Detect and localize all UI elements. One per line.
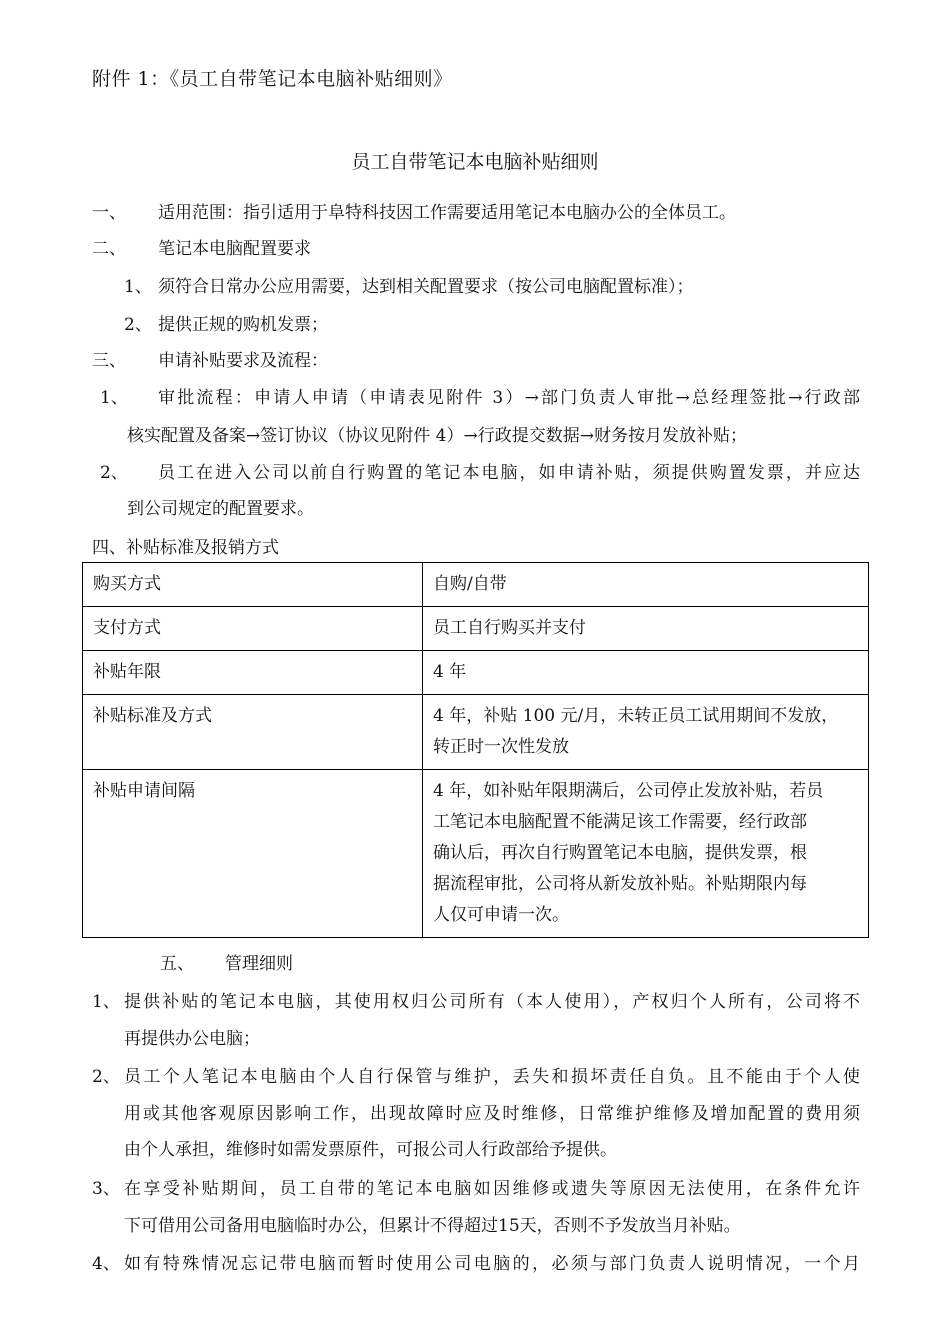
section-3-item-1-line-1: 审批流程：申请人申请（申请表见附件 3）→部门负责人审批→总经理签批→行政部 (158, 388, 860, 408)
section-5-item-2-line-2: 用或其他客观原因影响工作，出现故障时应及时维修，日常维护维修及增加配置的费用须 (124, 1104, 860, 1124)
section-4-heading: 四、补贴标准及报销方式 (92, 538, 279, 558)
section-2-heading: 笔记本电脑配置要求 (158, 239, 311, 259)
section-5-item-3-number: 3、 (92, 1179, 120, 1199)
section-5-item-2-number: 2、 (92, 1067, 120, 1087)
section-5-number: 五、 (160, 954, 194, 974)
table-row (83, 563, 869, 607)
table-row (83, 607, 869, 651)
table-cell-key: 支付方式 (83, 607, 423, 651)
table-cell-value: 4 年，补贴 100 元/月，未转正员工试用期间不发放， 转正时一次性发放 (423, 695, 869, 770)
subsidy-table (82, 562, 869, 938)
section-3-item-2-number: 2、 (100, 463, 128, 483)
table-cell-key: 补贴年限 (83, 651, 423, 695)
section-2-item-2-number: 2、 (124, 315, 152, 335)
section-1-number: 一、 (92, 203, 126, 223)
section-5-item-1-number: 1、 (92, 992, 120, 1012)
section-3-heading: 申请补贴要求及流程： (158, 351, 328, 371)
section-5-item-3-line-1: 在享受补贴期间，员工自带的笔记本电脑如因维修或遗失等原因无法使用，在条件允许 (124, 1179, 860, 1199)
section-3-item-1-number: 1、 (100, 388, 128, 408)
table-cell-key: 补贴标准及方式 (83, 695, 423, 770)
table-row (83, 651, 869, 695)
section-1-text: 适用范围：指引适用于阜特科技因工作需要适用笔记本电脑办公的全体员工。 (158, 203, 736, 223)
section-2-number: 二、 (92, 239, 126, 259)
section-5-heading: 管理细则 (225, 954, 293, 974)
section-5-item-2-line-1: 员工个人笔记本电脑由个人自行保管与维护，丢失和损坏责任自负。且不能由于个人使 (124, 1067, 860, 1087)
table-cell-value: 4 年，如补贴年限期满后，公司停止发放补贴，若员 工笔记本电脑配置不能满足该工作需要，经行政部 确认后，再次自行购置笔记本电脑，提供发票，根 据流程审批，公司将从新发放补贴。补贴期限内每 人仅可申请一次。 (423, 770, 869, 938)
section-5-item-2-line-3: 由个人承担，维修时如需发票原件，可报公司人行政部给予提供。 (124, 1140, 617, 1160)
document-title: 员工自带笔记本电脑补贴细则 (351, 151, 599, 173)
section-5-item-4-number: 4、 (92, 1254, 120, 1274)
table-cell-key: 补贴申请间隔 (83, 770, 423, 938)
section-5-item-4-line-1: 如有特殊情况忘记带电脑而暂时使用公司电脑的，必须与部门负责人说明情况，一个月 (124, 1254, 860, 1274)
table-cell-value: 自购/自带 (423, 563, 869, 607)
section-2-item-2-text: 提供正规的购机发票； (158, 315, 328, 335)
section-5-item-3-line-2: 下可借用公司备用电脑临时办公，但累计不得超过15天，否则不予发放当月补贴。 (124, 1216, 741, 1236)
attachment-header: 附件 1：《员工自带笔记本电脑补贴细则》 (92, 68, 453, 90)
table-cell-value: 4 年 (423, 651, 869, 695)
section-2-item-1-text: 须符合日常办公应用需要，达到相关配置要求（按公司电脑配置标准）； (158, 277, 694, 297)
table-row (83, 695, 869, 770)
section-3-number: 三、 (92, 351, 126, 371)
section-2-item-1-number: 1、 (124, 277, 152, 297)
section-3-item-2-line-1: 员工在进入公司以前自行购置的笔记本电脑，如申请补贴，须提供购置发票，并应达 (158, 463, 860, 483)
table-cell-key: 购买方式 (83, 563, 423, 607)
section-5-item-1-line-2: 再提供办公电脑； (124, 1029, 260, 1049)
section-5-item-1-line-1: 提供补贴的笔记本电脑，其使用权归公司所有（本人使用），产权归个人所有，公司将不 (124, 992, 860, 1012)
table-cell-value: 员工自行购买并支付 (423, 607, 869, 651)
section-3-item-2-line-2: 到公司规定的配置要求。 (127, 499, 314, 519)
table-row (83, 770, 869, 938)
section-3-item-1-line-2: 核实配置及备案→签订协议（协议见附件 4）→行政提交数据→财务按月发放补贴； (127, 426, 747, 446)
